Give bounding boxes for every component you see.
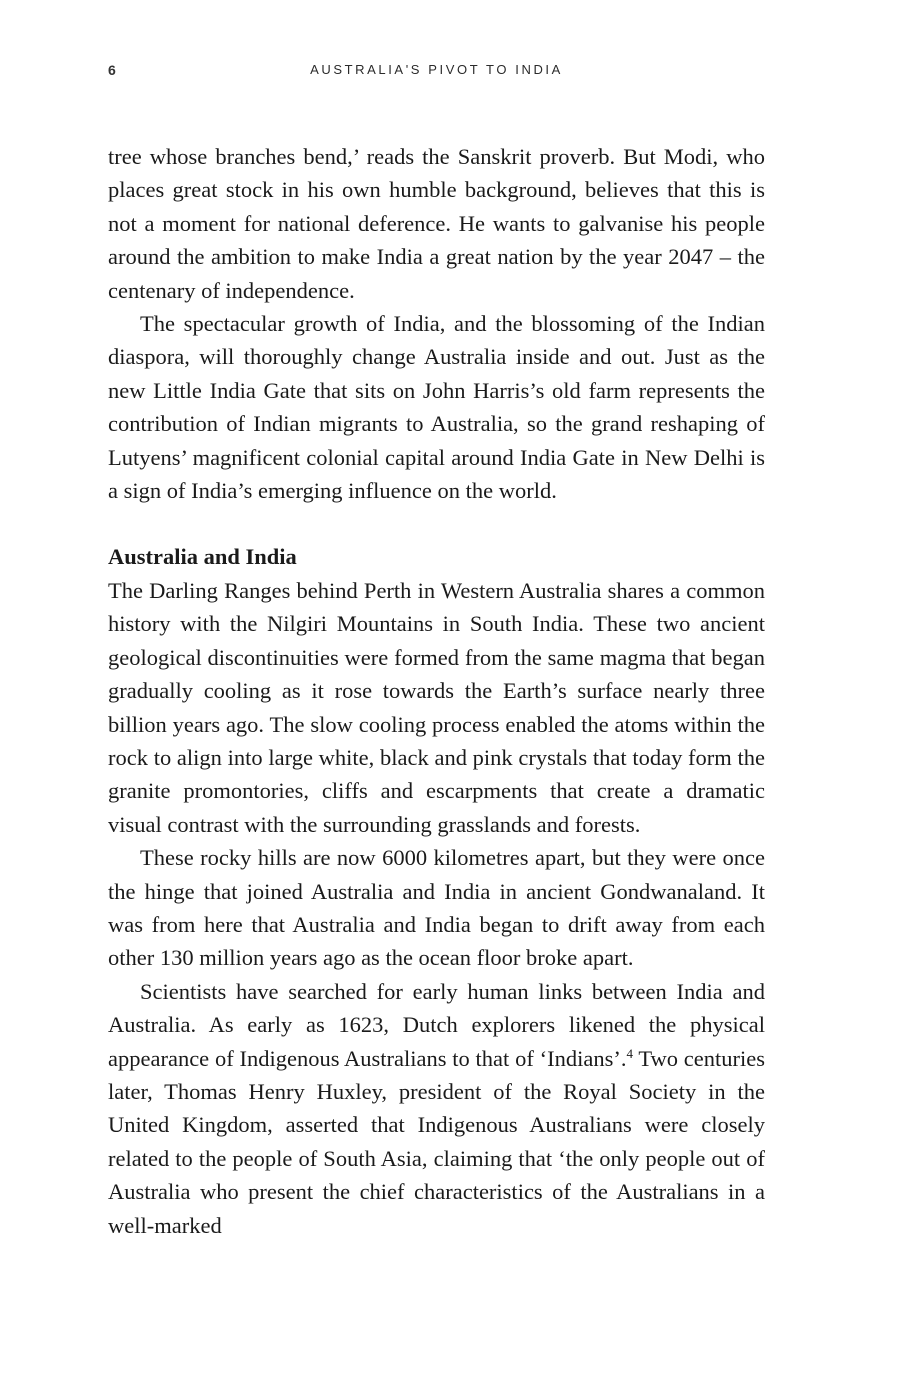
paragraph-scientists-continued: Two centuries later, Thomas Henry Huxley, president of the Royal Society in the United Kingdom, asserted that Indigenous Australians were closely related to the people of South Asia, claiming that ‘the only people out of Australia who present the chief characteristics of the Australians in a well-marked <box>108 1045 765 1238</box>
paragraph-scientists-text: Scientists have searched for early human links between India and Australia. As early as 1623, Dutch explorers likened the physical appearance of Indigenous Australians to that of ‘Indians’. <box>108 978 765 1071</box>
paragraph-scientists <box>108 975 765 1242</box>
section-heading: Australia and India <box>108 544 297 570</box>
paragraph-continuation: tree whose branches bend,’ reads the Sanskrit proverb. But Modi, who places great stock in his own humble background, believes that this is not a moment for national deference. He wants to galvanise his people around the ambition to make India a great nation by the year 2047 – the centenary of independence. <box>108 144 765 303</box>
paragraph-rocky-hills: These rocky hills are now 6000 kilometres apart, but they were once the hinge that joined Australia and India in ancient Gondwanaland. It was from here that Australia and India began to drift away from each other 130 million years ago as the ocean floor broke apart. <box>108 845 765 971</box>
paragraph-darling-ranges: The Darling Ranges behind Perth in Western Australia shares a common history with the Nilgiri Mountains in South India. These two ancient geological discontinuities were formed from the same magma that began gradually cooling as it rose towards the Earth’s surface nearly three billion years ago. The slow cooling process enabled the atoms within the rock to align into large white, black and pink crystals that today form the granite promontories, cliffs and escarpments that create a dramatic visual contrast with the surrounding grasslands and forests. <box>108 577 765 837</box>
paragraph-diaspora: The spectacular growth of India, and the blossoming of the Indian diaspora, will thoroughly change Australia inside and out. Just as the new Little India Gate that sits on John Harris’s old farm represents the contribution of Indian migrants to Australia, so the grand reshaping of Lutyens’ magnificent colonial capital around India Gate in New Delhi is a sign of India’s emerging influence on the world. <box>108 311 765 504</box>
text-block <box>108 140 765 1242</box>
page-number: 6 <box>108 62 117 78</box>
page-header <box>108 62 765 82</box>
footnote-reference: 4 <box>626 1045 633 1061</box>
running-head: AUSTRALIA'S PIVOT TO INDIA <box>310 62 563 77</box>
